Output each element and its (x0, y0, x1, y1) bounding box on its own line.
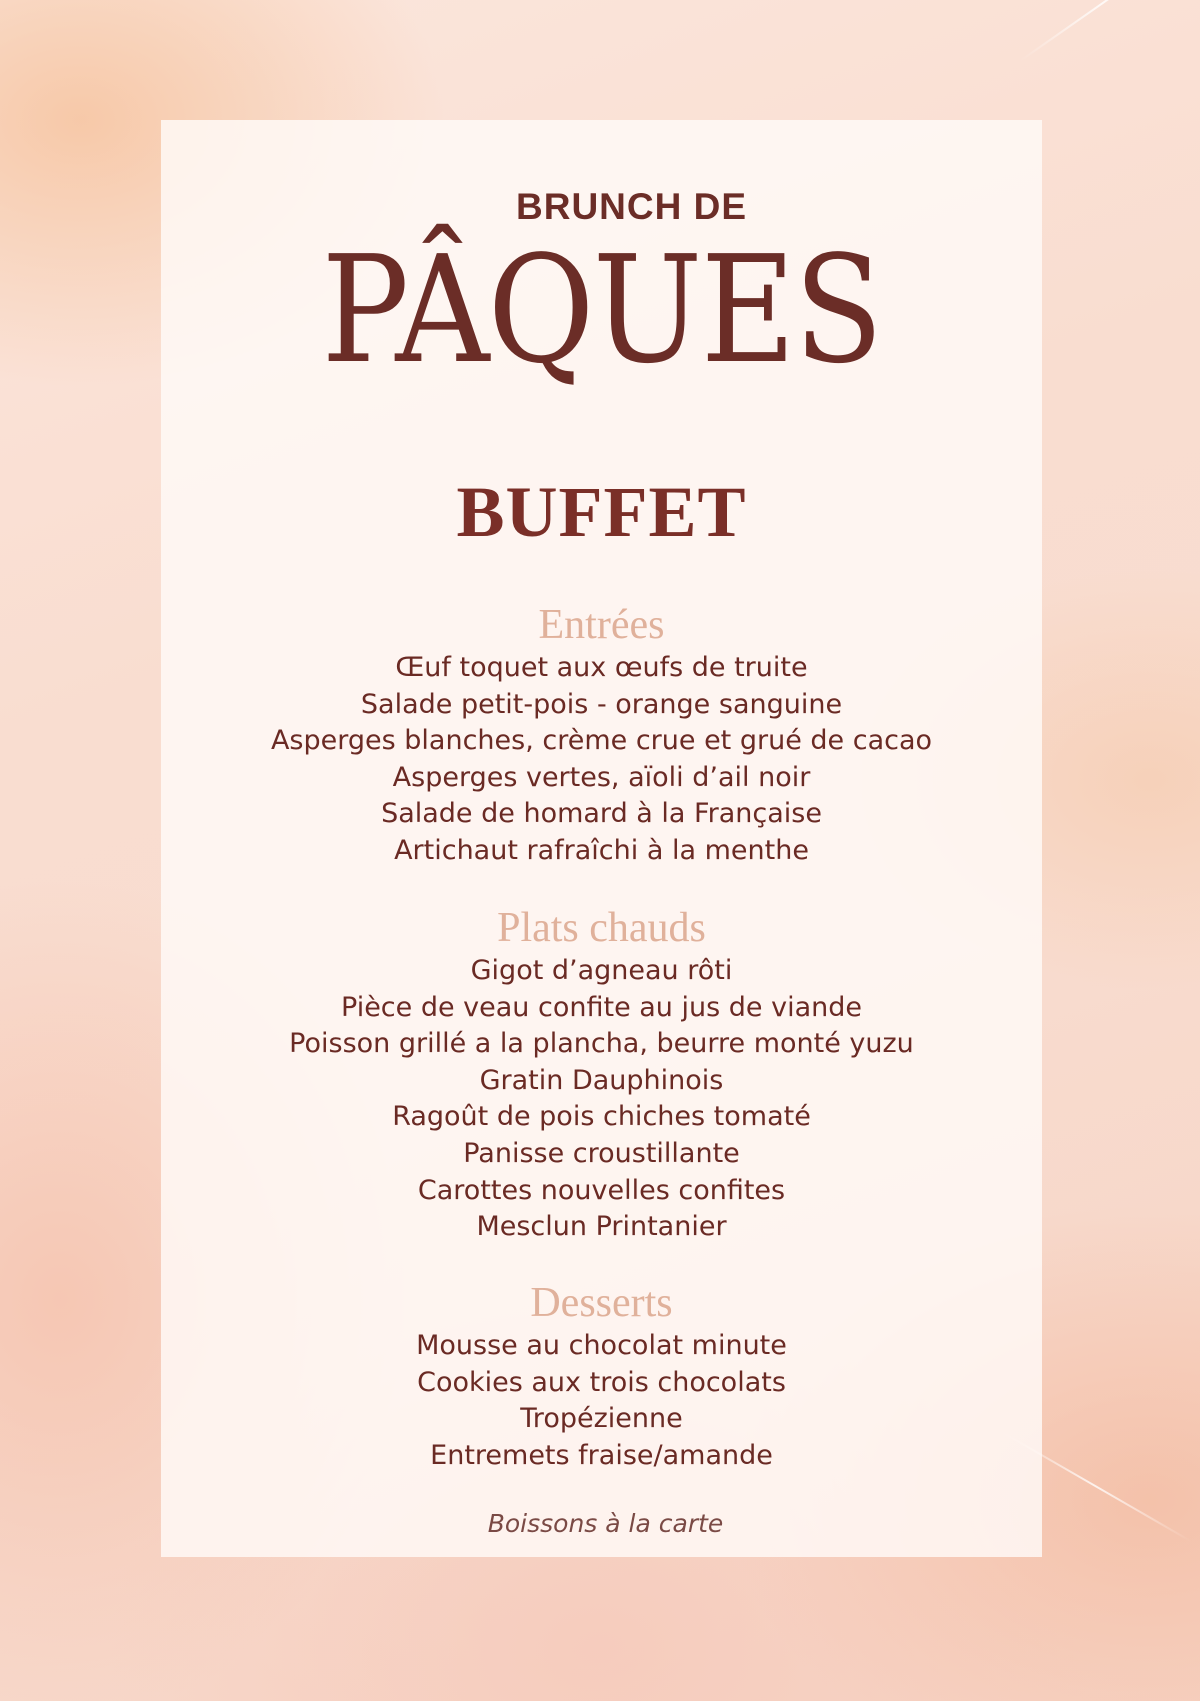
menu-item: Ragoût de pois chiches tomaté (392, 1101, 811, 1133)
menu-item: Gratin Dauphinois (479, 1064, 724, 1096)
section-title-entrees: Entrées (538, 602, 665, 648)
section-title-plats-chauds: Plats chauds (497, 905, 706, 951)
menu-item: Entremets fraise/amande (430, 1439, 773, 1471)
menu-item: Carottes nouvelles confites (417, 1174, 786, 1206)
section-title-desserts: Desserts (530, 1280, 673, 1326)
section-list-desserts (161, 1328, 1042, 1474)
menu-item: Salade petit-pois - orange sanguine (360, 688, 843, 720)
section-list-entrees (161, 650, 1042, 870)
section-list-plats-chauds (161, 953, 1042, 1246)
menu-item: Œuf toquet aux œufs de truite (395, 652, 808, 683)
menu-item: Tropézienne (520, 1403, 683, 1435)
menu-title: PÂQUES (321, 224, 882, 396)
menu-item: Mesclun Printanier (476, 1211, 727, 1243)
menu-item: Artichaut rafraîchi à la menthe (394, 834, 809, 866)
menu-item: Pièce de veau confite au jus de viande (341, 991, 862, 1023)
menu-card (161, 120, 1042, 1557)
menu-type-heading: BUFFET (456, 472, 747, 552)
menu-item: Salade de homard à la Française (381, 798, 822, 830)
menu-item: Asperges blanches, crème crue et grué de cacao (270, 725, 933, 757)
menu-subtitle: BRUNCH DE (516, 186, 747, 227)
light-streak (1019, 0, 1184, 62)
menu-item: Cookies aux trois chocolats (417, 1366, 786, 1398)
drinks-footnote: Boissons à la carte (487, 1509, 724, 1538)
menu-item: Mousse au chocolat minute (416, 1330, 787, 1361)
menu-item: Panisse croustillante (463, 1137, 740, 1169)
menu-item: Asperges vertes, aïoli d’ail noir (392, 761, 811, 793)
menu-item: Gigot d’agneau rôti (470, 955, 733, 986)
menu-item: Poisson grillé a la plancha, beurre monté yuzu (289, 1028, 914, 1060)
